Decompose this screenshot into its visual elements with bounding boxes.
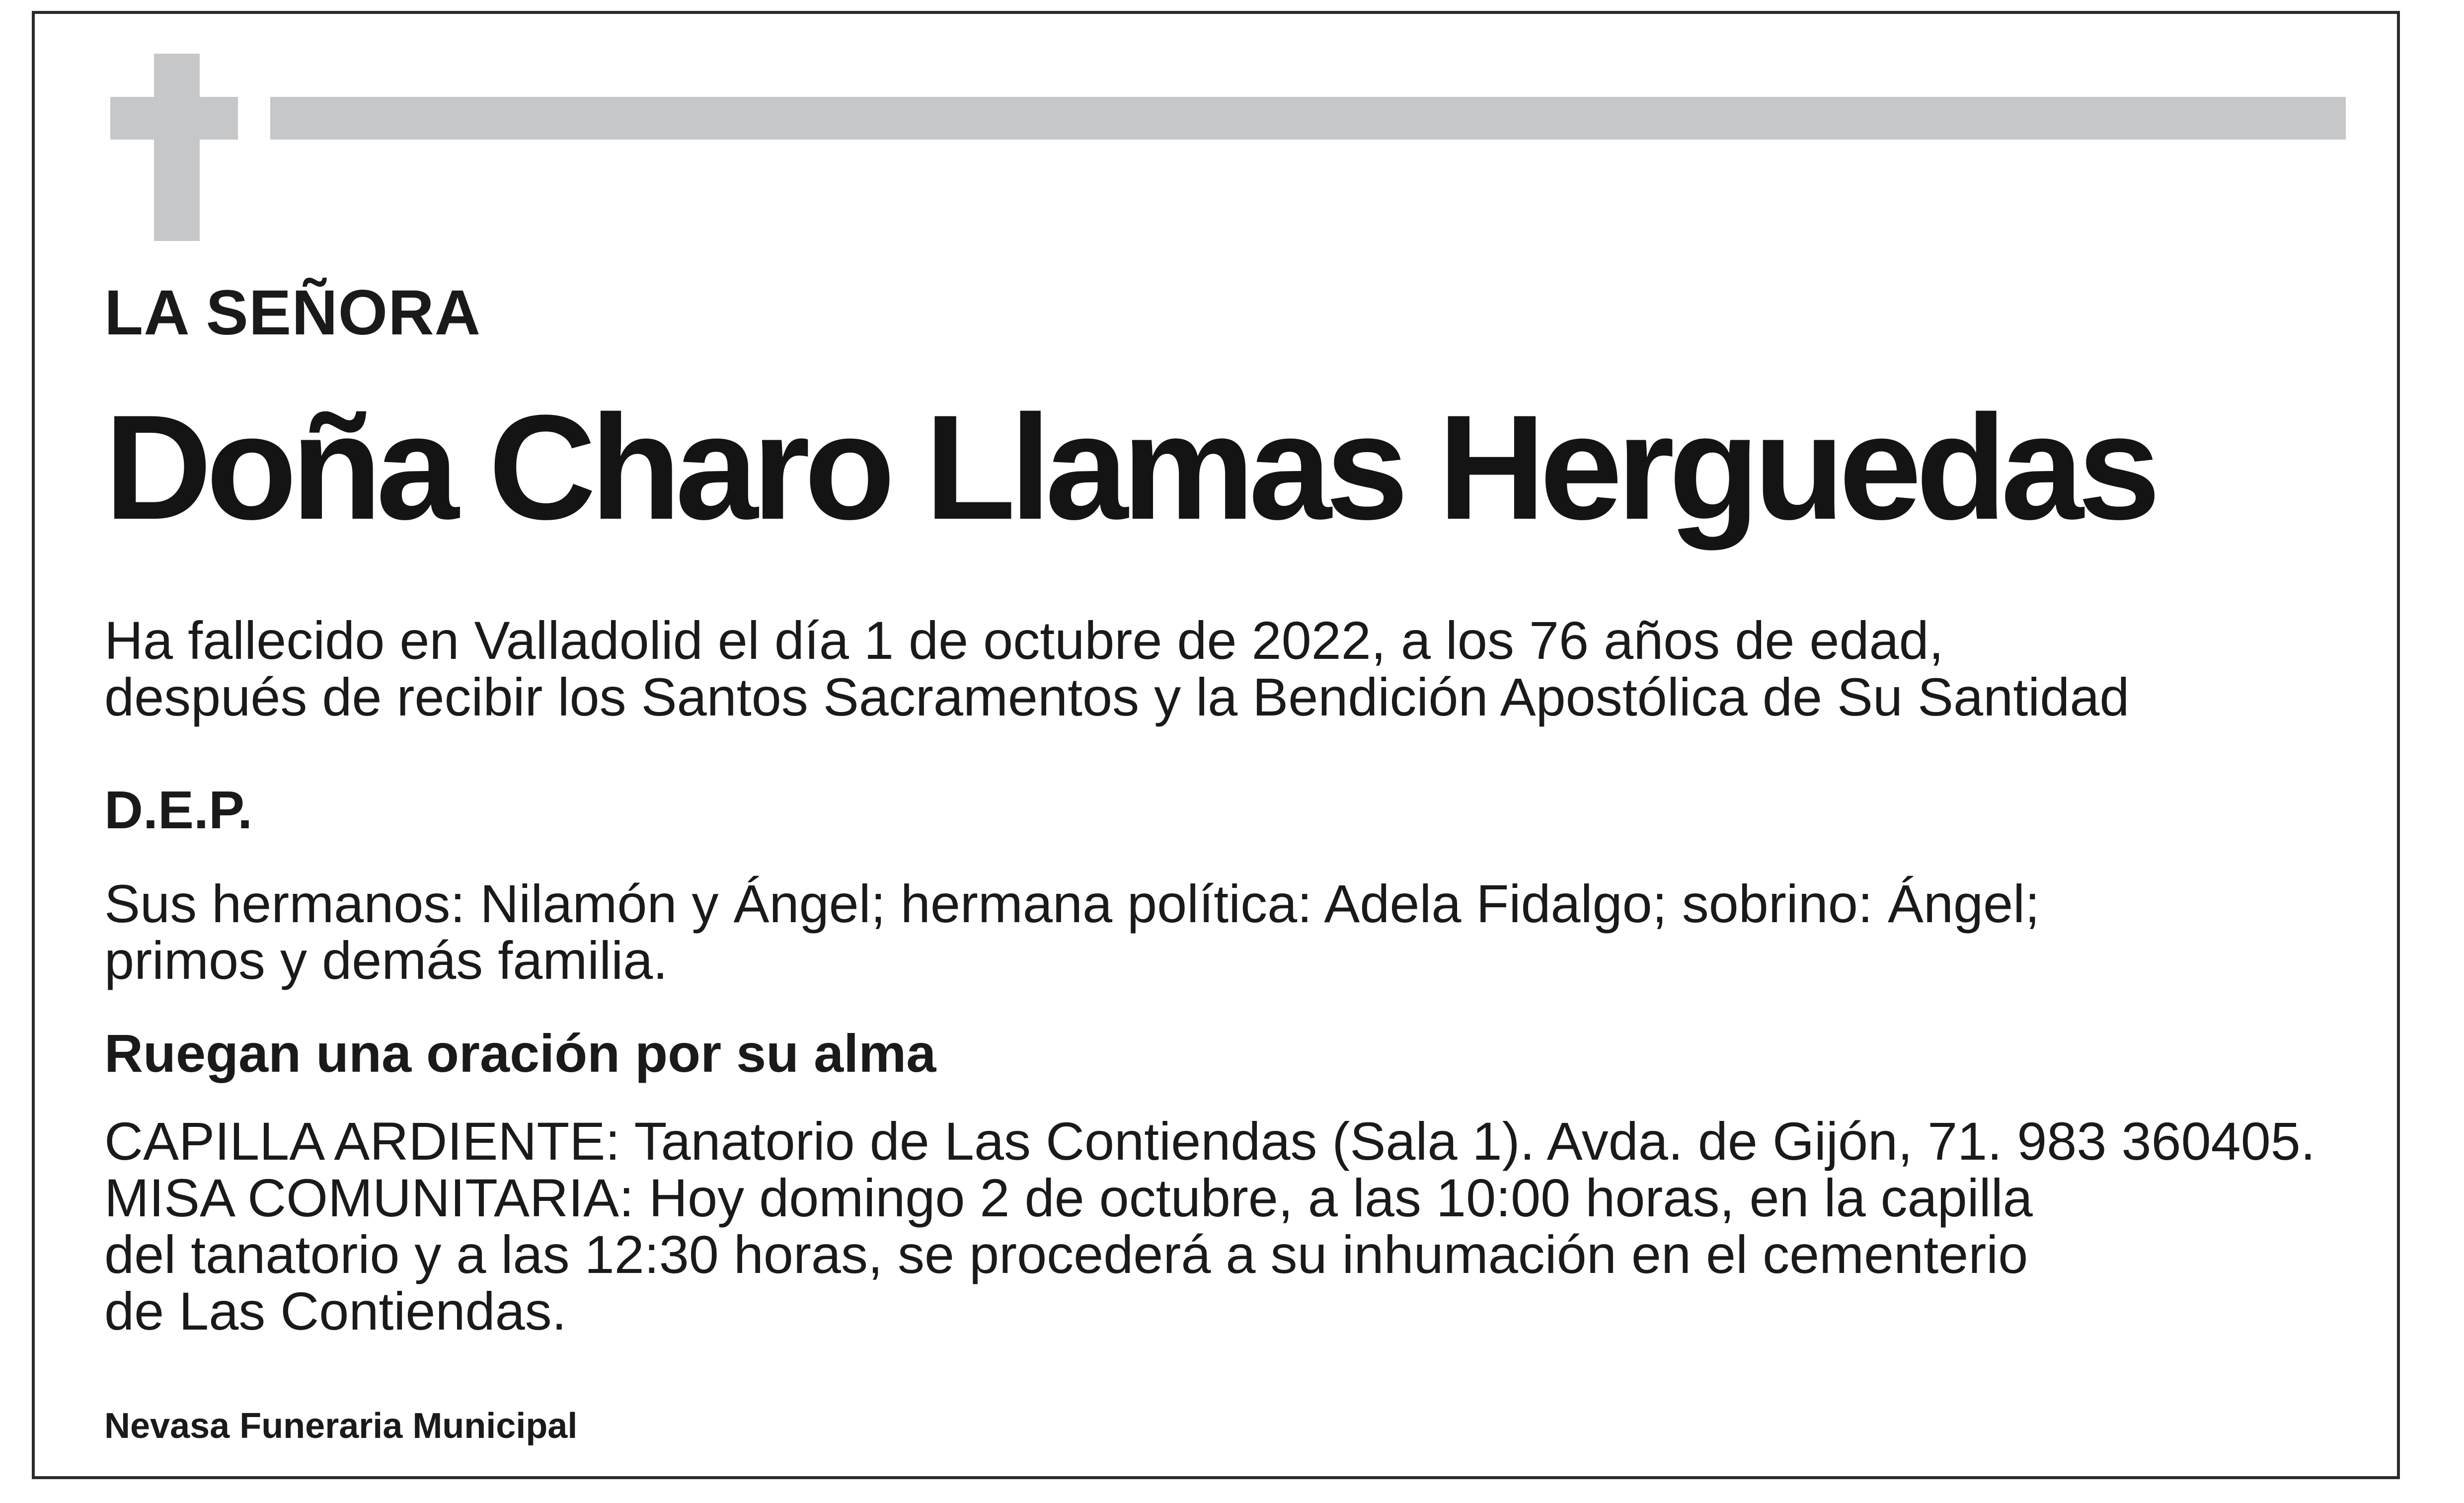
death-announcement-line: después de recibir los Santos Sacramentos y la Bendición Apostólica de Su Santidad	[104, 667, 2130, 727]
death-announcement-line: Ha fallecido en Valladolid el día 1 de octubre de 2022, a los 76 años de edad,	[104, 610, 1944, 670]
deceased-name: Doña Charo Llamas Herguedas	[104, 384, 2155, 551]
death-announcement	[104, 612, 2129, 725]
cross-vertical-bar	[154, 54, 200, 241]
family-list-line: primos y demás familia.	[104, 930, 668, 990]
service-details-line: MISA COMUNITARIA: Hoy domingo 2 de octubre, a las 10:00 horas, en la capilla	[104, 1168, 2033, 1228]
family-list	[104, 875, 2040, 989]
rest-in-peace: D.E.P.	[104, 780, 253, 840]
service-details-line: de Las Contiendas.	[104, 1281, 567, 1341]
cross-horizontal-bar	[110, 97, 238, 140]
service-details-line: CAPILLA ARDIENTE: Tanatorio de Las Contiendas (Sala 1). Avda. de Gijón, 71. 983 360405.	[104, 1111, 2315, 1171]
honorific: LA SEÑORA	[104, 277, 481, 348]
prayer-request: Ruegan una oración por su alma	[104, 1023, 936, 1083]
service-details-line: del tanatorio y a las 12:30 horas, se procederá a su inhumación en el cementerio	[104, 1224, 2028, 1284]
funeral-home-credit: Nevasa Funeraria Municipal	[104, 1406, 578, 1446]
service-details	[104, 1113, 2315, 1340]
top-decorative-rule	[270, 97, 2346, 140]
family-list-line: Sus hermanos: Nilamón y Ángel; hermana política: Adela Fidalgo; sobrino: Ángel;	[104, 873, 2040, 934]
